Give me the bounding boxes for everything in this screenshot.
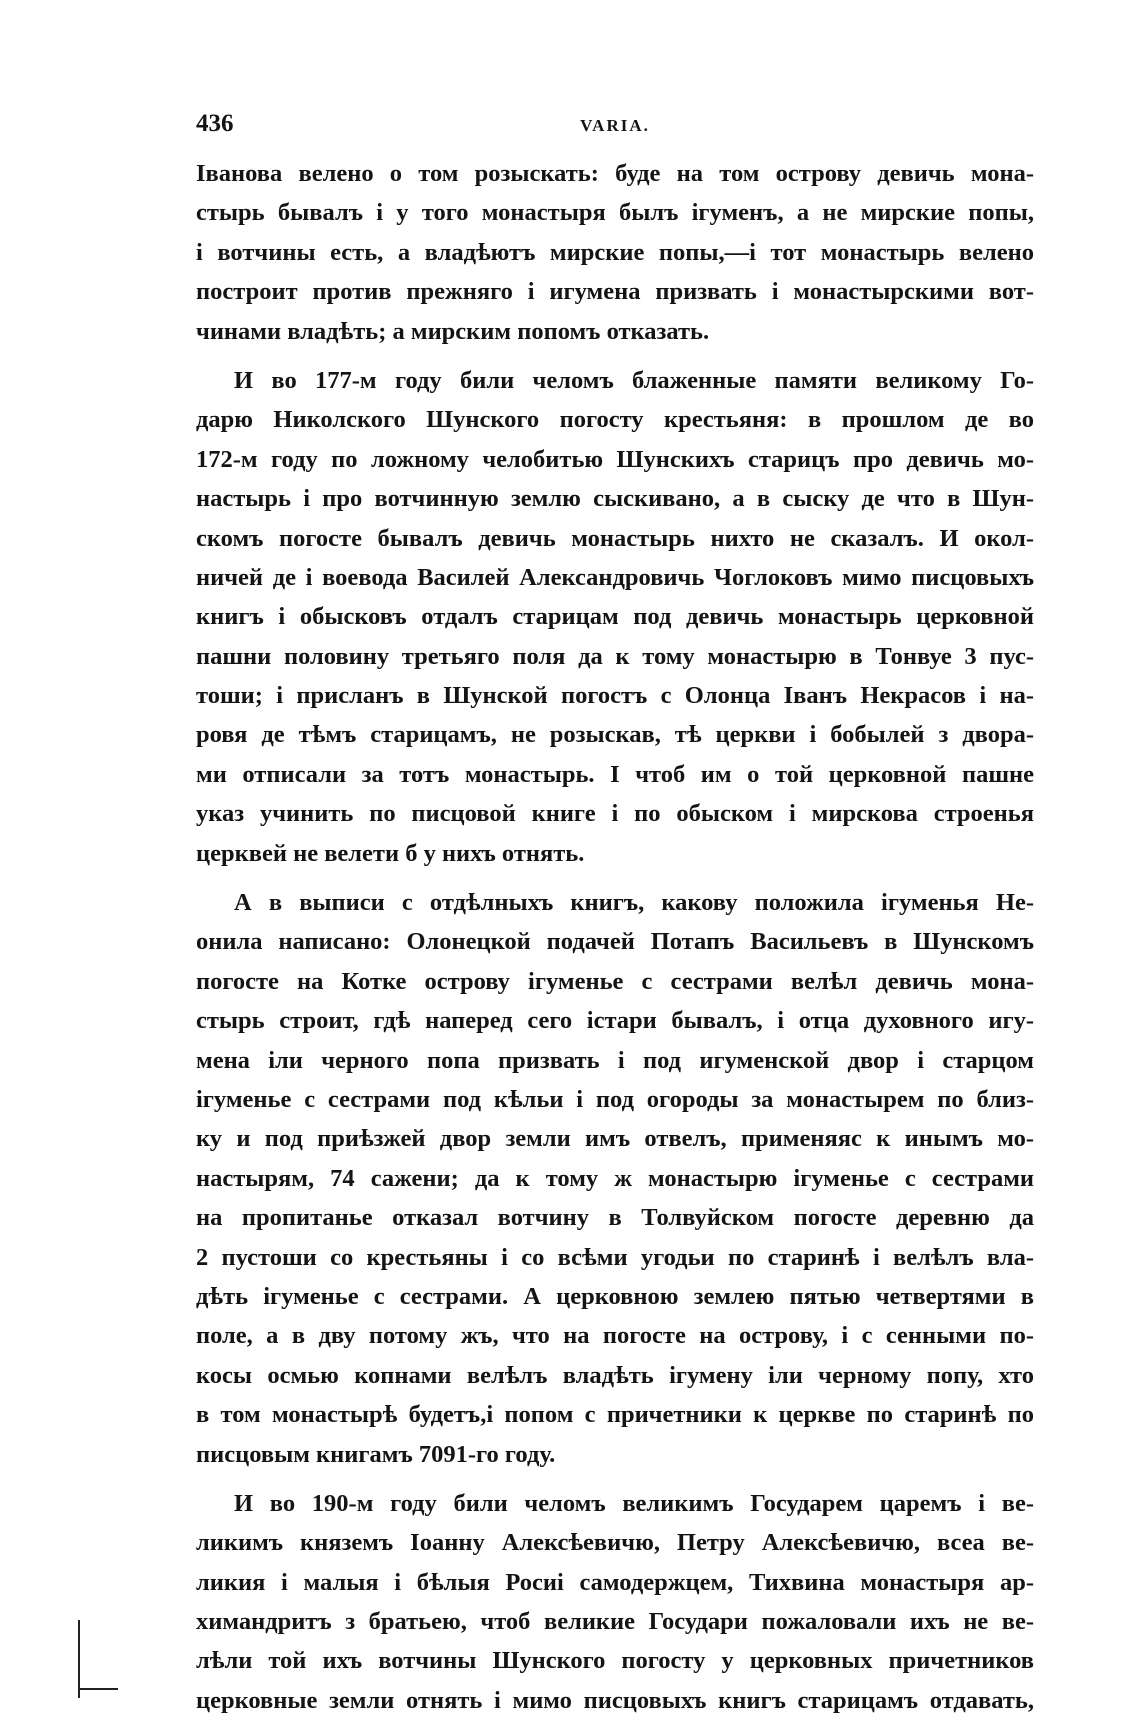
text-line: И во 190-м году били челомъ великимъ Государем царемъ і ве-: [234, 1489, 1034, 1517]
paragraph-2: [196, 361, 1034, 873]
text-line: лѣли той ихъ вотчины Шунского погосту у церковных причетников: [196, 1647, 1034, 1675]
text-line: настырям, 74 сажени; да к тому ж монастырю ігуменье с сестрами: [196, 1164, 1034, 1192]
text-line: погосте на Котке острову ігуменье с сестрами велѣл девичь мона-: [196, 967, 1034, 995]
text-line: поле, а в дву потому жъ, что на погосте на острову, і с сенными по-: [196, 1322, 1034, 1350]
text-line: построит против прежняго і игумена призвать і монастырскими вот-: [196, 278, 1034, 306]
text-line: Іванова велено о том розыскать: буде на том острову девичь мона-: [196, 160, 1034, 187]
text-line: мена іли черного попа призвать і под игуменской двор і старцом: [196, 1046, 1034, 1074]
paragraph-1: [196, 154, 1034, 351]
text-line: і вотчины есть, а владѣютъ мирские попы,—і тот монастырь велено: [196, 238, 1034, 266]
text-line: И во 177-м году били челомъ блаженные памяти великому Го-: [234, 366, 1034, 394]
text-line: церковные земли отнять і мимо писцовыхъ книгъ старицамъ отдавать,: [196, 1686, 1034, 1714]
text-line: чинами владѣть; а мирским попомъ отказать.: [196, 317, 710, 345]
text-line: в том монастырѣ будетъ,і попом с причетники к церкве по старинѣ по: [196, 1401, 1034, 1429]
paragraph-3: [196, 883, 1034, 1474]
text-line: химандритъ з братьею, чтоб великие Государи пожаловали ихъ не ве-: [196, 1608, 1034, 1636]
text-line: ку и под приѣзжей двор земли имъ отвелъ, применяяс к инымъ мо-: [196, 1125, 1034, 1153]
text-line: стырь строит, гдѣ наперед сего істари бывалъ, і отца духовного игу-: [196, 1007, 1034, 1035]
text-line: настырь і про вотчинную землю сыскивано, а в сыску де что в Шун-: [196, 485, 1034, 513]
margin-rule: [80, 1688, 118, 1690]
text-line: ликимъ княземъ Іоанну Алексѣевичю, Петру Алексѣевичю, всеа ве-: [196, 1529, 1034, 1557]
text-line: на пропитанье отказал вотчину в Толвуйском погосте деревню да: [196, 1204, 1034, 1232]
text-line: ми отписали за тотъ монастырь. І чтоб им о той церковной пашне: [196, 760, 1034, 788]
text-line: писцовым книгамъ 7091-го году.: [196, 1440, 556, 1468]
text-line: косы осмью копнами велѣлъ владѣть ігумену іли черному попу, хто: [196, 1361, 1034, 1389]
running-head: [196, 110, 1034, 150]
text-line: ігуменье с сестрами под кѣльи і под огороды за монастырем по близ-: [196, 1085, 1034, 1113]
margin-mark: [78, 1620, 80, 1698]
text-line: тоши; і присланъ в Шунской погостъ с Олонца Іванъ Некрасов і на-: [196, 682, 1034, 710]
text-line: пашни половину третьяго поля да к тому монастырю в Тонвуе 3 пус-: [196, 642, 1034, 670]
page-number: 436: [196, 110, 234, 137]
body-text: [196, 154, 1034, 1720]
text-line: А в выписи с отдѣлныхъ книгъ, какову положила ігуменья Не-: [234, 889, 1034, 917]
text-line: указ учинить по писцовой книге і по обыском і мирскова строенья: [196, 800, 1034, 828]
text-line: 2 пустоши со крестьяны і со всѣми угодьи по старинѣ і велѣлъ вла-: [196, 1243, 1034, 1271]
paragraph-4: [196, 1484, 1034, 1720]
text-line: ничей де і воевода Василей Александровичь Чоглоковъ мимо писцовыхъ: [196, 563, 1034, 591]
text-line: онила написано: Олонецкой подачей Потапъ Васильевъ в Шунскомъ: [196, 928, 1034, 956]
text-line: дѣть ігуменье с сестрами. А церковною землею пятью четвертями в: [196, 1282, 1034, 1310]
text-line: 172-м году по ложному челобитью Шунскихъ старицъ про девичь мо-: [196, 445, 1034, 473]
text-line: стырь бывалъ і у того монастыря былъ ігуменъ, а не мирские попы,: [196, 199, 1034, 227]
text-line: ровя де тѣмъ старицамъ, не розыскав, тѣ церкви і бобылей з двора-: [196, 721, 1034, 749]
text-line: церквей не велети б у нихъ отнять.: [196, 839, 585, 867]
text-line: книгъ і обысковъ отдалъ старицам под девичь монастырь церковной: [196, 603, 1034, 631]
running-title: VARIA.: [580, 116, 650, 135]
text-line: скомъ погосте бывалъ девичь монастырь нихто не сказалъ. И окол-: [196, 524, 1034, 552]
text-line: ликия і малыя і бѣлыя Росиі самодержцем, Тихвина монастыря ар-: [196, 1568, 1034, 1596]
text-line: дарю Николского Шунского погосту крестьяня: в прошлом де во: [196, 406, 1034, 434]
